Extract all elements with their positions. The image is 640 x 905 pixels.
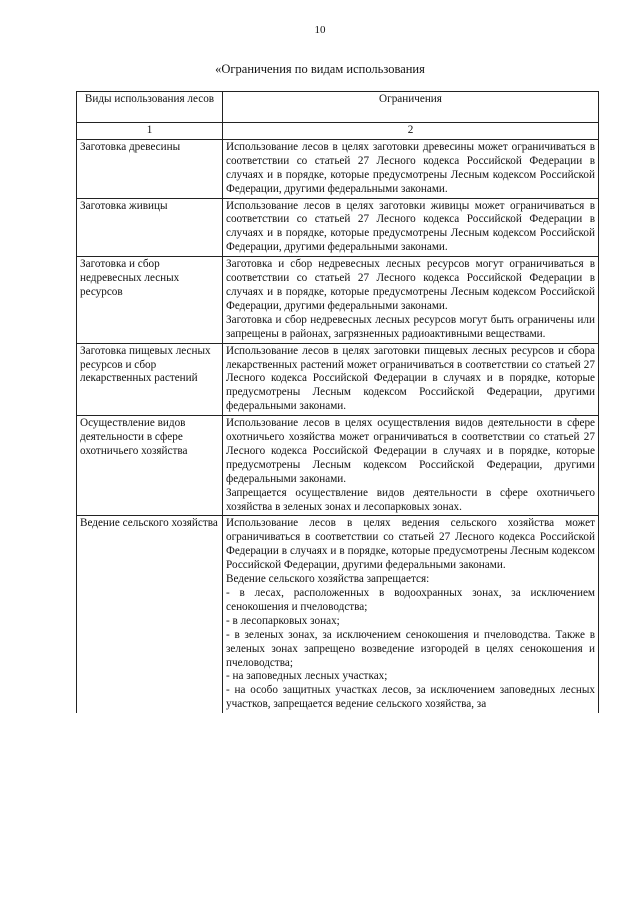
page-number: 10 xyxy=(314,24,326,36)
restriction-text xyxy=(223,257,599,343)
restriction-paragraph: Использование лесов в целях заготовки древесины может ограничиваться в соответствии со статьей 27 Лесного кодекса Российской Федерации в случаях и в порядке, которые предусмотрены Лесным кодексом Российской Федерации, другими федеральными законами. xyxy=(226,140,595,195)
restriction-paragraph: Запрещается осуществление видов деятельности в сфере охотничьего хозяйства в зеленых зонах и лесопарковых зонах. xyxy=(226,486,595,513)
forest-use-type: Заготовка и сбор недревесных лесных ресурсов xyxy=(77,257,223,343)
restriction-list-item: - в зеленых зонах, за исключением сенокошения и пчеловодства. Также в зеленых зонах запрещено возведение изгородей в целях сенокошения и пчеловодства; xyxy=(226,628,595,669)
table-row xyxy=(77,343,599,416)
table-row xyxy=(77,416,599,516)
table-row xyxy=(77,198,599,257)
restriction-text xyxy=(223,416,599,516)
column-number: 1 xyxy=(77,123,223,140)
restriction-paragraph: Заготовка и сбор недревесных лесных ресурсов могут быть ограничены или запрещены в районах, загрязненных радиоактивными веществами. xyxy=(226,313,595,340)
restrictions-table xyxy=(76,91,599,713)
forest-use-type: Заготовка пищевых лесных ресурсов и сбор лекарственных растений xyxy=(77,343,223,416)
column-number-row xyxy=(77,123,599,140)
restriction-paragraph: Использование лесов в целях осуществления видов деятельности в сфере охотничьего хозяйства может ограничиваться в соответствии со статьей 27 Лесного кодекса Российской Федерации в случаях и в порядке, которые предусмотрены Лесным кодексом Российской Федерации, другими федеральными законами. xyxy=(226,417,595,485)
restriction-list-item: - на заповедных лесных участках; xyxy=(226,670,388,683)
forest-use-type: Заготовка древесины xyxy=(77,139,223,198)
restriction-list-item: - на особо защитных участках лесов, за исключением заповедных лесных участков, запрещается ведение сельского хозяйства, за xyxy=(226,684,595,711)
forest-use-type: Заготовка живицы xyxy=(77,198,223,257)
column-number: 2 xyxy=(223,123,599,140)
restriction-text xyxy=(223,198,599,257)
header-restrictions: Ограничения xyxy=(223,92,599,123)
restriction-text xyxy=(223,516,599,713)
table-row xyxy=(77,516,599,713)
restriction-paragraph: Использование лесов в целях заготовки пищевых лесных ресурсов и сбора лекарственных растений может ограничиваться в соответствии со статьей 27 Лесного кодекса Российской Федерации в случаях и в порядке, которые предусмотрены Лесным кодексом Российской Федерации, другими федеральными законами. xyxy=(226,344,595,413)
table-header-row xyxy=(77,92,599,123)
forest-use-type: Осуществление видов деятельности в сфере охотничьего хозяйства xyxy=(77,416,223,516)
document-title: «Ограничения по видам использования xyxy=(215,62,425,76)
restriction-text xyxy=(223,139,599,198)
restriction-list-item: - в лесах, расположенных в водоохранных зонах, за исключением сенокошения и пчеловодства; xyxy=(226,587,595,613)
restriction-list-item: - в лесопарковых зонах; xyxy=(226,614,340,627)
header-forest-use-types: Виды использования лесов xyxy=(77,92,223,123)
restriction-paragraph: Использование лесов в целях ведения сельского хозяйства может ограничиваться в соответствии со статьей 27 Лесного кодекса Российской Федерации в случаях и в порядке, которые предусмотрены Лесным кодексом Российской Федерации, другими федеральными законами. xyxy=(226,517,595,572)
restriction-paragraph: Ведение сельского хозяйства запрещается: xyxy=(226,573,430,586)
restriction-text xyxy=(223,343,599,416)
restriction-paragraph: Заготовка и сбор недревесных лесных ресурсов могут ограничиваться в соответствии со статьей 27 Лесного кодекса Российской Федерации в случаях и в порядке, которые предусмотрены Лесным кодексом Российской Федерации, другими федеральными законами. xyxy=(226,258,595,312)
table-row xyxy=(77,139,599,198)
table-row xyxy=(77,257,599,343)
restriction-paragraph: Использование лесов в целях заготовки живицы может ограничиваться в соответствии со статьей 27 Лесного кодекса Российской Федерации в случаях и в порядке, которые предусмотрены Лесным кодексом Российской Федерации, другими федеральными законами. xyxy=(226,199,595,254)
forest-use-type: Ведение сельского хозяйства xyxy=(77,516,223,713)
